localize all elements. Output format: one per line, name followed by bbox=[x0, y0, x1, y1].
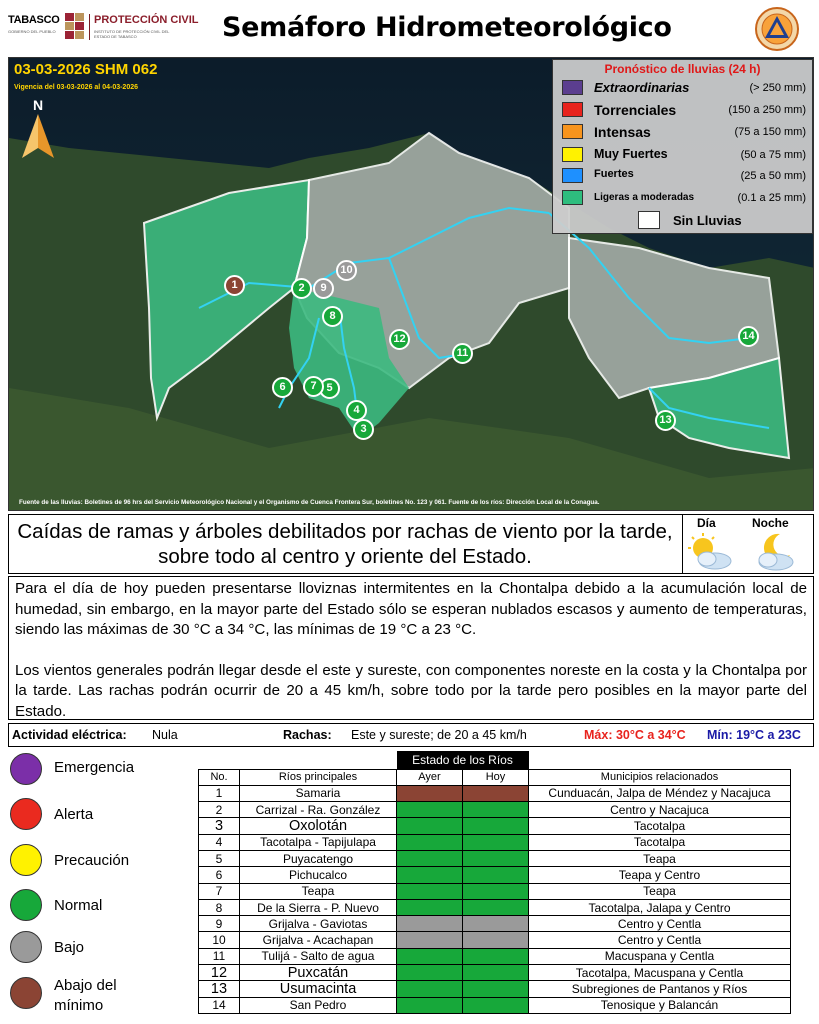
status-dot bbox=[10, 977, 42, 1009]
tabasco-emblem-icon bbox=[64, 12, 86, 40]
status-cell-today bbox=[463, 883, 529, 899]
status-label: Normal bbox=[54, 897, 103, 914]
gusts-label: Rachas: bbox=[283, 728, 332, 742]
status-cell-yesterday bbox=[397, 997, 463, 1013]
rivers-status-header: Estado de los Ríos bbox=[397, 751, 529, 769]
legend-range: (150 a 250 mm) bbox=[728, 104, 806, 116]
electric-activity-value: Nula bbox=[152, 728, 178, 742]
map-source-note: Fuente de las lluvias: Boletines de 96 hrs del Servicio Meteorológico Nacional y el Organismo de Cuenca Frontera Sur, boletines No. 123 y 061. Fuente de los ríos: Dirección Local de la Conagua. bbox=[19, 499, 600, 506]
table-row bbox=[199, 802, 791, 818]
status-cell-yesterday bbox=[397, 867, 463, 883]
alert-text: Caídas de ramas y árboles debilitados por rachas de viento por la tarde, sobre todo al centro y oriente del Estado. bbox=[17, 520, 673, 568]
electric-activity-label: Actividad eléctrica: bbox=[12, 728, 127, 742]
legend-range: (50 a 75 mm) bbox=[740, 149, 806, 161]
river-municipalities: Centro y Nacajuca bbox=[529, 802, 791, 818]
table-row bbox=[199, 965, 791, 981]
status-dot bbox=[10, 889, 42, 921]
legend-name: Ligeras a moderadas bbox=[594, 192, 695, 203]
river-number: 2 bbox=[199, 802, 240, 818]
status-label: Abajo del mínimo bbox=[54, 977, 117, 1014]
status-cell-today bbox=[463, 867, 529, 883]
river-municipalities: Cunduacán, Jalpa de Méndez y Nacajuca bbox=[529, 785, 791, 801]
description-paragraph-2: Los vientos generales podrán llegar desde el este y sureste, con componentes noreste en la costa y la Chontalpa por la tarde. Las rachas podrán ocurrir de 20 a 45 km/h, sobre todo por la tarde pero posibles en la mayor parte del Estado. bbox=[15, 661, 807, 720]
legend-name: Muy Fuertes bbox=[594, 147, 668, 161]
river-municipalities: Tacotalpa bbox=[529, 818, 791, 834]
table-row bbox=[199, 867, 791, 883]
river-name: De la Sierra - P. Nuevo bbox=[240, 899, 397, 915]
rivers-table-body bbox=[199, 785, 791, 1013]
north-arrow-icon bbox=[17, 96, 59, 170]
table-row bbox=[199, 981, 791, 997]
legend-swatch bbox=[562, 147, 583, 162]
header-municipalities: Municipios relacionados bbox=[529, 769, 791, 785]
gusts-value: Este y sureste; de 20 a 45 km/h bbox=[351, 728, 527, 742]
river-number: 9 bbox=[199, 916, 240, 932]
alert-box bbox=[8, 514, 814, 574]
status-cell-yesterday bbox=[397, 916, 463, 932]
river-name: Usumacinta bbox=[240, 981, 397, 997]
legend-row-fuertes bbox=[553, 166, 812, 186]
river-name: Grijalva - Gaviotas bbox=[240, 916, 397, 932]
status-cell-yesterday bbox=[397, 899, 463, 915]
legend-range: (0.1 a 25 mm) bbox=[737, 192, 806, 204]
river-marker-1: 1 bbox=[224, 275, 245, 296]
status-cell-today bbox=[463, 965, 529, 981]
legend-name: Torrenciales bbox=[594, 102, 677, 118]
status-dot bbox=[10, 753, 42, 785]
legend-swatch bbox=[562, 124, 583, 139]
description-paragraph-1: Para el día de hoy pueden presentarse lloviznas intermitentes en la Chontalpa debido a la acumulación local de humedad, sin embargo, en la mayor parte del Estado sólo se esperan nublados escasos y aumento de temperaturas, siendo las máximas de 30 °C a 34 °C, las mínimas de 19 °C a 23 °C. bbox=[15, 580, 807, 638]
river-number: 1 bbox=[199, 785, 240, 801]
status-dot bbox=[10, 931, 42, 963]
table-row bbox=[199, 818, 791, 834]
logo-separator bbox=[89, 14, 90, 40]
river-municipalities: Centro y Centla bbox=[529, 916, 791, 932]
legend-row-ligeras bbox=[553, 188, 812, 208]
river-marker-9: 9 bbox=[313, 278, 334, 299]
tabasco-logo-subtitle: GOBIERNO DEL PUEBLO bbox=[8, 29, 56, 34]
table-row bbox=[199, 916, 791, 932]
river-municipalities: Tacotalpa bbox=[529, 834, 791, 850]
max-temperature: Máx: 30°C a 34°C bbox=[584, 728, 686, 742]
status-cell-today bbox=[463, 932, 529, 948]
bulletin-date-code: 03-03-2026 SHM 062 bbox=[14, 61, 158, 78]
status-cell-yesterday bbox=[397, 818, 463, 834]
river-name: Samaria bbox=[240, 785, 397, 801]
river-marker-2: 2 bbox=[291, 278, 312, 299]
river-number: 8 bbox=[199, 899, 240, 915]
river-number: 11 bbox=[199, 948, 240, 964]
river-municipalities: Tacotalpa, Jalapa y Centro bbox=[529, 899, 791, 915]
bulletin-validity: Vigencia del 03-03-2026 al 04-03-2026 bbox=[14, 84, 139, 91]
header-yesterday: Ayer bbox=[397, 769, 463, 785]
table-row bbox=[199, 834, 791, 850]
legend-range: (75 a 150 mm) bbox=[734, 126, 806, 138]
legend-swatch bbox=[562, 168, 583, 183]
river-name: Puxcatán bbox=[240, 965, 397, 981]
page-title: Semáforo Hidrometeorológico bbox=[222, 12, 672, 43]
table-row bbox=[199, 948, 791, 964]
status-cell-yesterday bbox=[397, 965, 463, 981]
river-name: Puyacatengo bbox=[240, 850, 397, 866]
river-marker-12: 12 bbox=[389, 329, 410, 350]
legend-swatch-no-rain bbox=[638, 211, 660, 229]
river-marker-6: 6 bbox=[272, 377, 293, 398]
river-marker-3: 3 bbox=[353, 419, 374, 440]
legend-swatch bbox=[562, 102, 583, 117]
legend-range: (> 250 mm) bbox=[749, 82, 806, 94]
status-cell-yesterday bbox=[397, 802, 463, 818]
day-label: Día bbox=[697, 516, 716, 530]
proteccion-civil-logo-text: PROTECCIÓN CIVIL bbox=[94, 14, 199, 26]
river-name: Tacotalpa - Tapijulapa bbox=[240, 834, 397, 850]
river-name: Carrizal - Ra. González bbox=[240, 802, 397, 818]
river-marker-13: 13 bbox=[655, 410, 676, 431]
river-marker-8: 8 bbox=[322, 306, 343, 327]
status-dot bbox=[10, 844, 42, 876]
river-number: 12 bbox=[199, 965, 240, 981]
legend-row-muy-fuertes bbox=[553, 145, 812, 165]
river-number: 5 bbox=[199, 850, 240, 866]
river-name: Tulijá - Salto de agua bbox=[240, 948, 397, 964]
north-label: N bbox=[32, 97, 44, 113]
status-cell-today bbox=[463, 916, 529, 932]
river-marker-7: 7 bbox=[303, 376, 324, 397]
river-marker-5: 5 bbox=[319, 378, 340, 399]
table-row bbox=[199, 932, 791, 948]
civil-protection-seal-icon bbox=[755, 7, 799, 51]
status-cell-today bbox=[463, 948, 529, 964]
legend-name: Fuertes bbox=[594, 168, 634, 180]
river-number: 10 bbox=[199, 932, 240, 948]
river-number: 14 bbox=[199, 997, 240, 1013]
legend-row-torrenciales bbox=[553, 100, 812, 120]
river-municipalities: Teapa bbox=[529, 850, 791, 866]
rain-legend bbox=[552, 59, 813, 234]
page-header bbox=[0, 0, 819, 56]
status-cell-today bbox=[463, 997, 529, 1013]
river-name: San Pedro bbox=[240, 997, 397, 1013]
table-row bbox=[199, 785, 791, 801]
status-cell-today bbox=[463, 834, 529, 850]
river-marker-10: 10 bbox=[336, 260, 357, 281]
river-municipalities: Subregiones de Pantanos y Ríos bbox=[529, 981, 791, 997]
river-number: 6 bbox=[199, 867, 240, 883]
river-number: 13 bbox=[199, 981, 240, 997]
legend-name: Extraordinarias bbox=[594, 80, 690, 95]
status-label: Emergencia bbox=[54, 759, 135, 776]
status-cell-yesterday bbox=[397, 785, 463, 801]
status-cell-today bbox=[463, 981, 529, 997]
sun-cloud-icon bbox=[685, 533, 735, 571]
river-marker-4: 4 bbox=[346, 400, 367, 421]
status-label: Bajo bbox=[54, 939, 85, 956]
status-dot bbox=[10, 798, 42, 830]
status-cell-today bbox=[463, 785, 529, 801]
river-number: 4 bbox=[199, 834, 240, 850]
table-row bbox=[199, 883, 791, 899]
status-label: Precaución bbox=[54, 852, 130, 869]
legend-swatch bbox=[562, 190, 583, 205]
table-row bbox=[199, 899, 791, 915]
river-marker-11: 11 bbox=[452, 343, 473, 364]
proteccion-civil-logo-subtitle: INSTITUTO DE PROTECCIÓN CIVIL DEL ESTADO DE TABASCO bbox=[94, 29, 170, 39]
rain-forecast-map bbox=[8, 57, 814, 511]
status-cell-yesterday bbox=[397, 932, 463, 948]
status-cell-yesterday bbox=[397, 850, 463, 866]
table-header-row bbox=[199, 769, 791, 785]
table-row bbox=[199, 850, 791, 866]
header-today: Hoy bbox=[463, 769, 529, 785]
legend-row-intensas bbox=[553, 122, 812, 142]
status-label: Alerta bbox=[54, 806, 94, 823]
min-temperature: Mín: 19°C a 23C bbox=[707, 728, 801, 742]
table-row bbox=[199, 997, 791, 1013]
legend-name: Intensas bbox=[594, 124, 651, 140]
weather-stats-bar bbox=[8, 723, 814, 747]
forecast-description bbox=[8, 576, 814, 720]
river-name: Teapa bbox=[240, 883, 397, 899]
status-cell-yesterday bbox=[397, 883, 463, 899]
tabasco-logo-text: TABASCO bbox=[8, 14, 60, 26]
river-municipalities: Tacotalpa, Macuspana y Centla bbox=[529, 965, 791, 981]
river-marker-14: 14 bbox=[738, 326, 759, 347]
river-municipalities: Centro y Centla bbox=[529, 932, 791, 948]
status-cell-yesterday bbox=[397, 834, 463, 850]
alert-divider bbox=[682, 515, 683, 573]
legend-swatch bbox=[562, 80, 583, 95]
river-municipalities: Macuspana y Centla bbox=[529, 948, 791, 964]
river-name: Pichucalco bbox=[240, 867, 397, 883]
river-name: Grijalva - Acachapan bbox=[240, 932, 397, 948]
status-cell-today bbox=[463, 818, 529, 834]
river-number: 7 bbox=[199, 883, 240, 899]
river-name: Oxolotán bbox=[240, 818, 397, 834]
status-cell-today bbox=[463, 899, 529, 915]
river-municipalities: Teapa bbox=[529, 883, 791, 899]
status-cell-yesterday bbox=[397, 948, 463, 964]
table-header-top bbox=[199, 751, 791, 769]
river-number: 3 bbox=[199, 818, 240, 834]
legend-no-rain-label: Sin Lluvias bbox=[673, 213, 742, 228]
status-cell-today bbox=[463, 850, 529, 866]
moon-cloud-icon bbox=[750, 531, 800, 571]
rivers-status-table bbox=[198, 751, 791, 1014]
legend-row-extraordinarias bbox=[553, 78, 812, 98]
legend-title: Pronóstico de lluvias (24 h) bbox=[604, 62, 761, 76]
legend-range: (25 a 50 mm) bbox=[740, 170, 806, 182]
river-municipalities: Tenosique y Balancán bbox=[529, 997, 791, 1013]
header-river: Ríos principales bbox=[240, 769, 397, 785]
status-cell-today bbox=[463, 802, 529, 818]
river-municipalities: Teapa y Centro bbox=[529, 867, 791, 883]
status-cell-yesterday bbox=[397, 981, 463, 997]
night-label: Noche bbox=[752, 516, 789, 530]
header-no: No. bbox=[199, 769, 240, 785]
